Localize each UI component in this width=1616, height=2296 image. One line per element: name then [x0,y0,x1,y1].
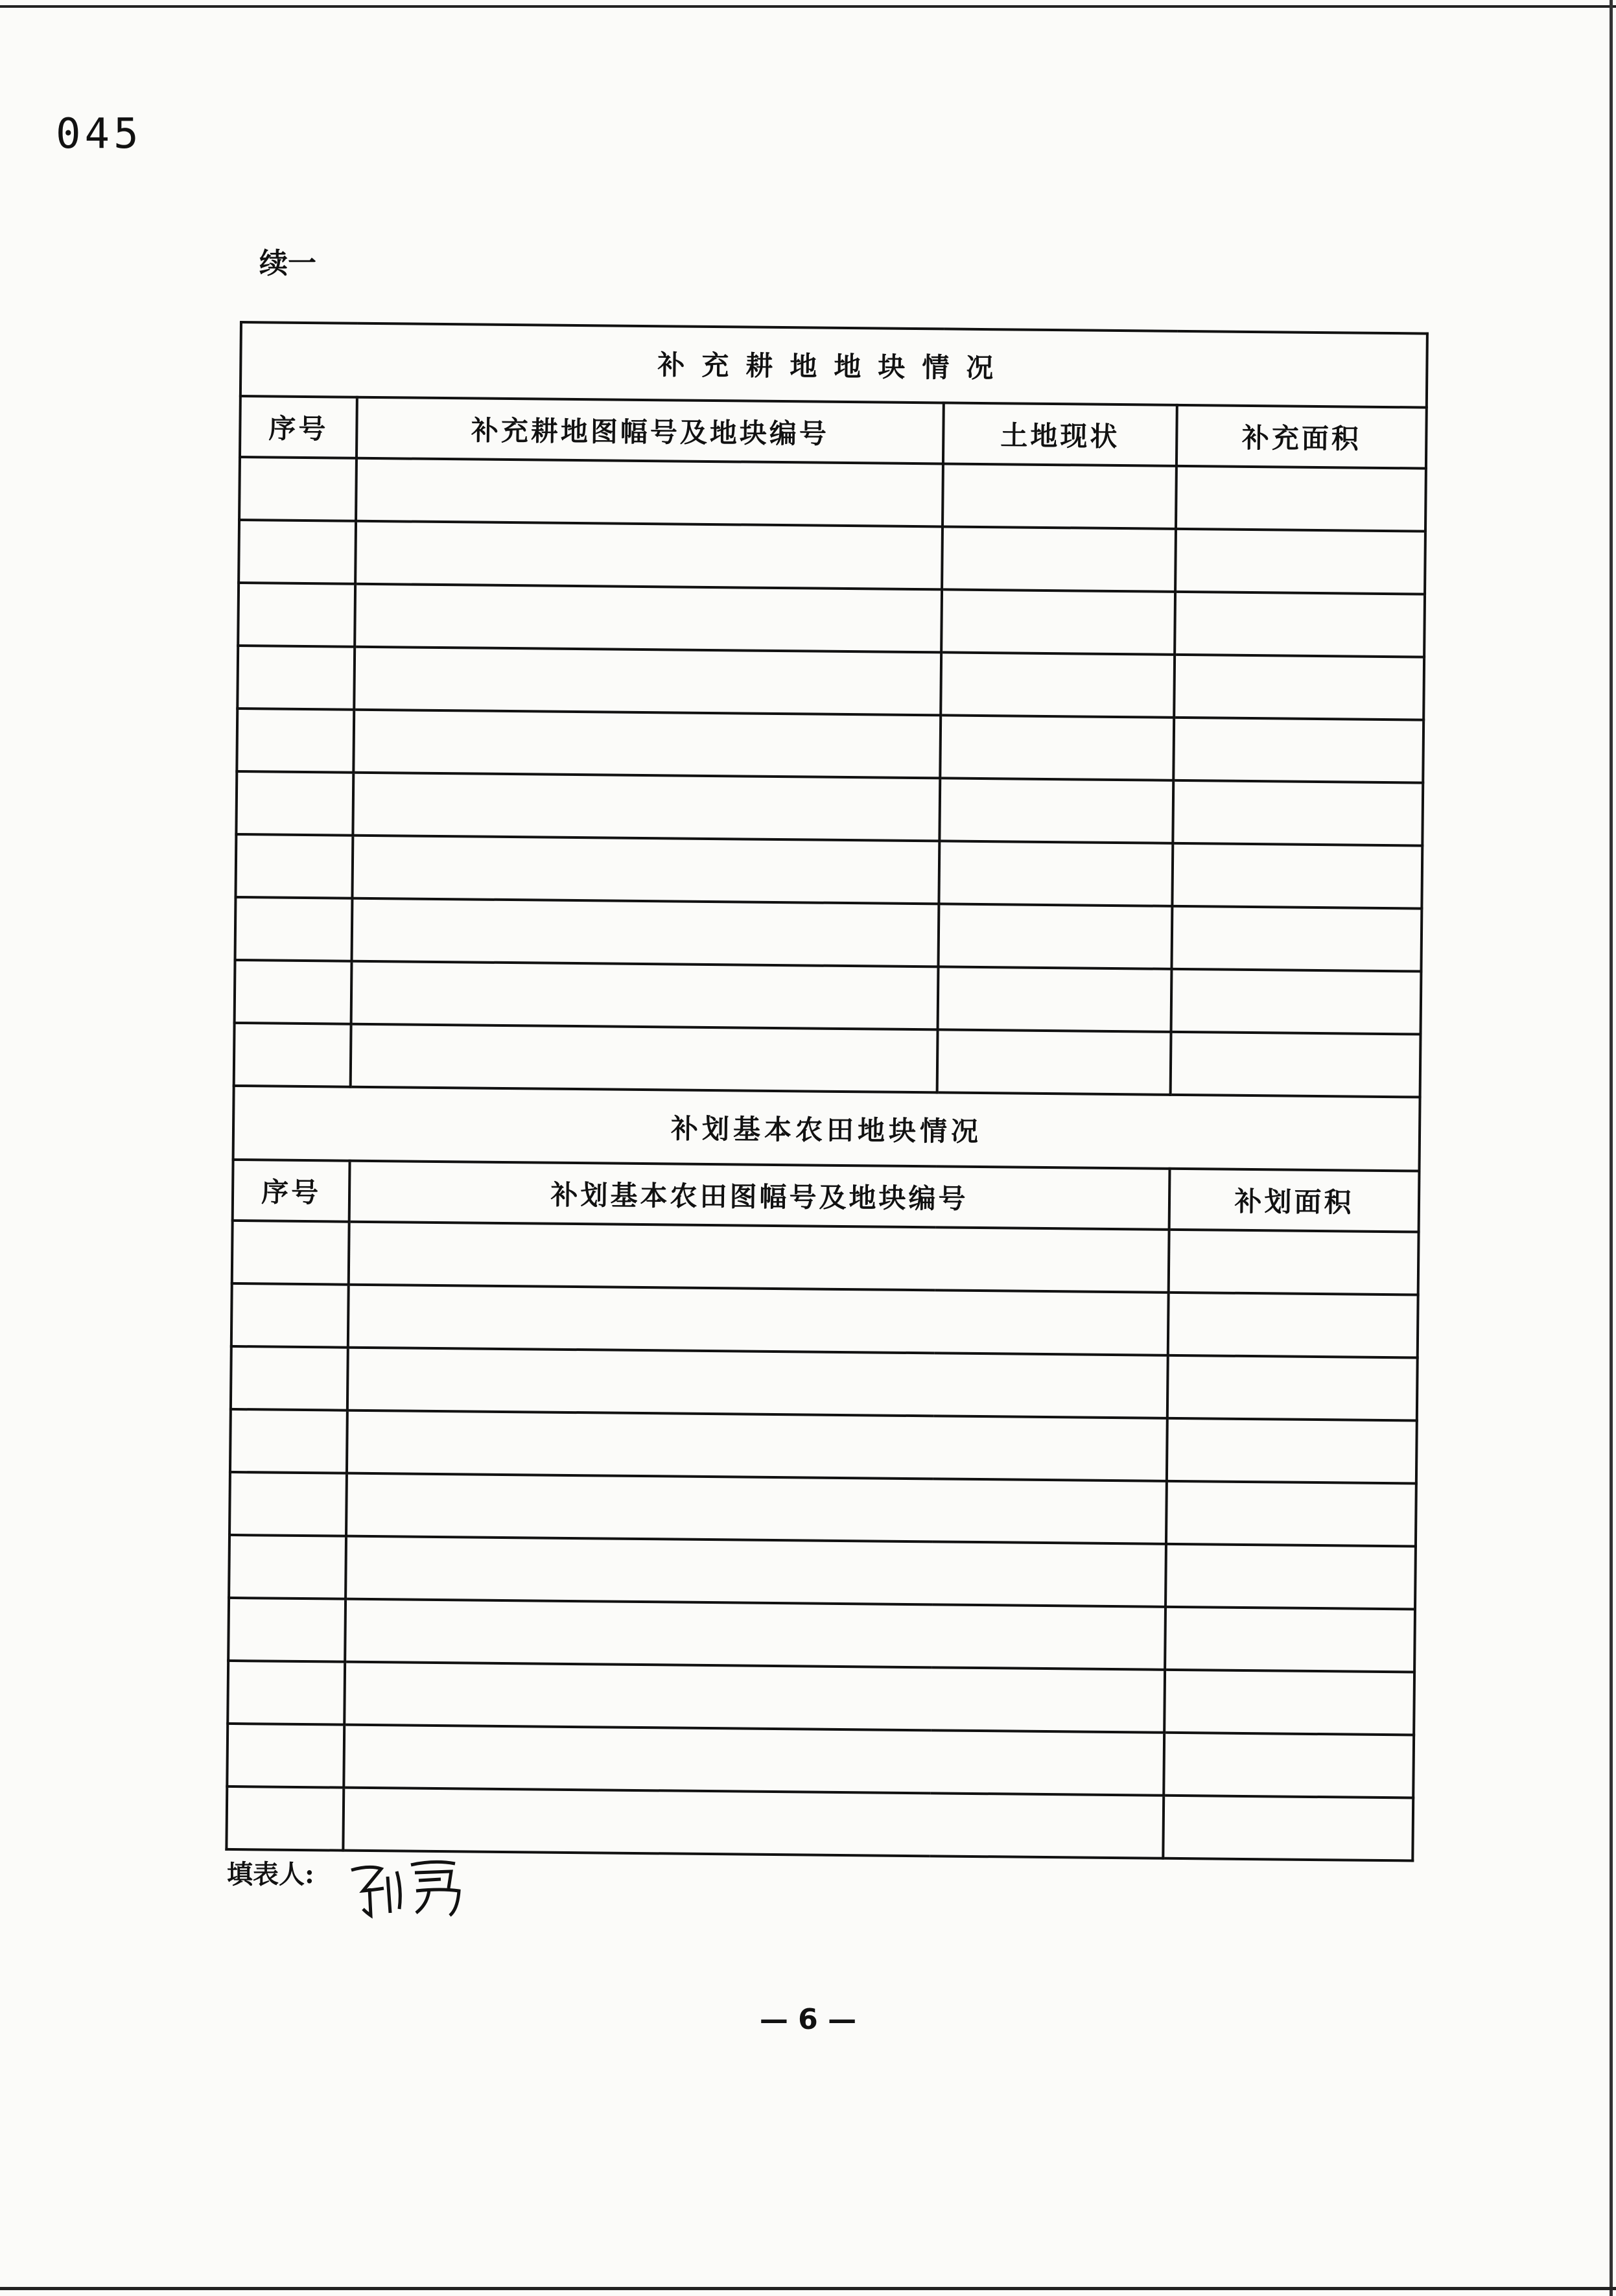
section2-header-map-sheet: 补划基本农田图幅号及地块编号 [349,1161,1170,1230]
section1-blank-cell [937,1029,1171,1094]
section2-blank-cell [231,1346,348,1411]
handwritten-signature [344,1851,473,1922]
section2-blank-cell [1164,1733,1414,1798]
section1-blank-cell [238,583,355,647]
section1-blank-cell [352,836,939,904]
section1-blank-cell [943,463,1177,528]
section1-blank-row [236,771,1423,846]
section2-blank-cell [344,1725,1164,1796]
section1-header-index: 序号 [240,396,357,458]
section1-blank-cell [938,904,1172,968]
section2-blank-cell [228,1661,345,1725]
section2-title: 补划基本农田地块情况 [233,1086,1420,1171]
section2-blank-row [226,1786,1413,1861]
section1-blank-cell [237,646,355,710]
section2-blank-cell [346,1473,1167,1544]
section2-blank-row [229,1472,1416,1547]
section1-blank-cell [938,966,1172,1031]
page-right-edge [1610,0,1613,2296]
section1-blank-cell [1174,655,1424,720]
section1-blank-cell [1173,718,1423,783]
filler-label: 填表人: [227,1859,314,1890]
section1-title: 补充耕地地块情况 [240,322,1427,408]
section2-blank-cell [1165,1544,1416,1610]
section2-blank-cell [229,1472,347,1536]
section1-blank-cell [356,458,943,527]
section1-blank-row [235,960,1422,1035]
section1-blank-cell [354,647,941,716]
section1-blank-cell [1176,466,1426,532]
section1-header-land-status: 土地现状 [943,403,1177,465]
section1-blank-row [239,457,1426,532]
section1-blank-cell [235,834,353,898]
section1-blank-cell [1173,780,1423,846]
section1-blank-cell [236,771,353,836]
section1-blank-cell [1175,592,1425,657]
section1-blank-cell [355,584,942,653]
section2-blank-cell [232,1221,349,1285]
section2-blank-cell [227,1724,344,1788]
section2-blank-cell [1169,1230,1419,1295]
section1-blank-cell [351,961,939,1030]
section1-blank-cell [942,526,1176,591]
section2-blank-cell [345,1599,1165,1670]
page-bottom-edge [0,2287,1616,2290]
section1-blank-cell [1171,969,1422,1035]
section1-blank-cell [1171,1032,1421,1097]
section2-blank-cell [1163,1796,1413,1861]
section2-blank-cell [1168,1293,1418,1358]
section1-blank-cell [1172,843,1422,909]
section2-blank-row [228,1661,1414,1735]
section1-blank-cell [239,520,356,584]
section2-blank-cell [231,1283,349,1348]
section1-blank-cell [235,897,353,961]
section1-header-map-sheet: 补充耕地图幅号及地块编号 [357,397,944,464]
section1-blank-cell [941,652,1175,717]
section2-blank-cell [1167,1418,1417,1484]
section2-blank-cell [348,1285,1169,1355]
section2-blank-cell [345,1536,1166,1607]
page-top-edge [0,5,1616,8]
section2-blank-cell [344,1662,1165,1733]
section2-blank-cell [343,1788,1164,1858]
section1-blank-row [238,583,1425,657]
section2-blank-row [227,1724,1414,1798]
continuation-label: 续一 [259,247,316,280]
section2-blank-row [231,1346,1418,1421]
section2-blank-row [232,1221,1419,1295]
section2-blank-cell [1165,1607,1415,1672]
section1-blank-cell [237,709,354,773]
section1-header-area: 补充面积 [1177,405,1427,469]
section1-blank-cell [239,457,357,521]
section1-blank-row [237,709,1423,783]
section2-blank-cell [228,1598,345,1662]
section2-header-area: 补划面积 [1169,1169,1420,1232]
section1-blank-cell [1171,906,1422,972]
section2-blank-cell [226,1786,344,1851]
section2-blank-cell [1167,1355,1418,1421]
section1-blank-cell [351,1024,938,1093]
section2-blank-row [230,1409,1417,1484]
section1-blank-cell [353,773,940,841]
section2-blank-row [229,1535,1416,1610]
section1-blank-cell [1175,529,1425,594]
section1-blank-row [237,646,1424,720]
section1-blank-row [239,520,1425,594]
section1-blank-cell [235,960,352,1024]
section2-blank-row [228,1598,1415,1672]
section2-blank-cell [1166,1481,1416,1547]
section1-blank-cell [352,898,939,967]
section2-header-index: 序号 [233,1160,350,1222]
section2-blank-cell [347,1411,1167,1481]
archive-page-number: 045 [56,110,143,158]
section2-blank-cell [349,1222,1169,1293]
section2-blank-cell [347,1348,1168,1418]
section1-blank-cell [355,521,943,590]
land-parcel-form [225,321,1425,1855]
section1-blank-cell [234,1023,351,1087]
section1-blank-row [235,834,1422,909]
section1-blank-cell [353,710,941,779]
section2-blank-cell [1164,1670,1414,1735]
page-number: — 6 — [759,2003,857,2036]
section1-blank-cell [941,589,1175,654]
section2-blank-row [231,1283,1418,1358]
section1-blank-cell [939,778,1173,843]
section1-blank-cell [939,841,1173,906]
section2-blank-cell [229,1535,346,1599]
section1-blank-row [234,1023,1421,1097]
section2-blank-cell [230,1409,347,1473]
section1-blank-cell [940,715,1174,780]
section1-blank-row [235,897,1422,972]
